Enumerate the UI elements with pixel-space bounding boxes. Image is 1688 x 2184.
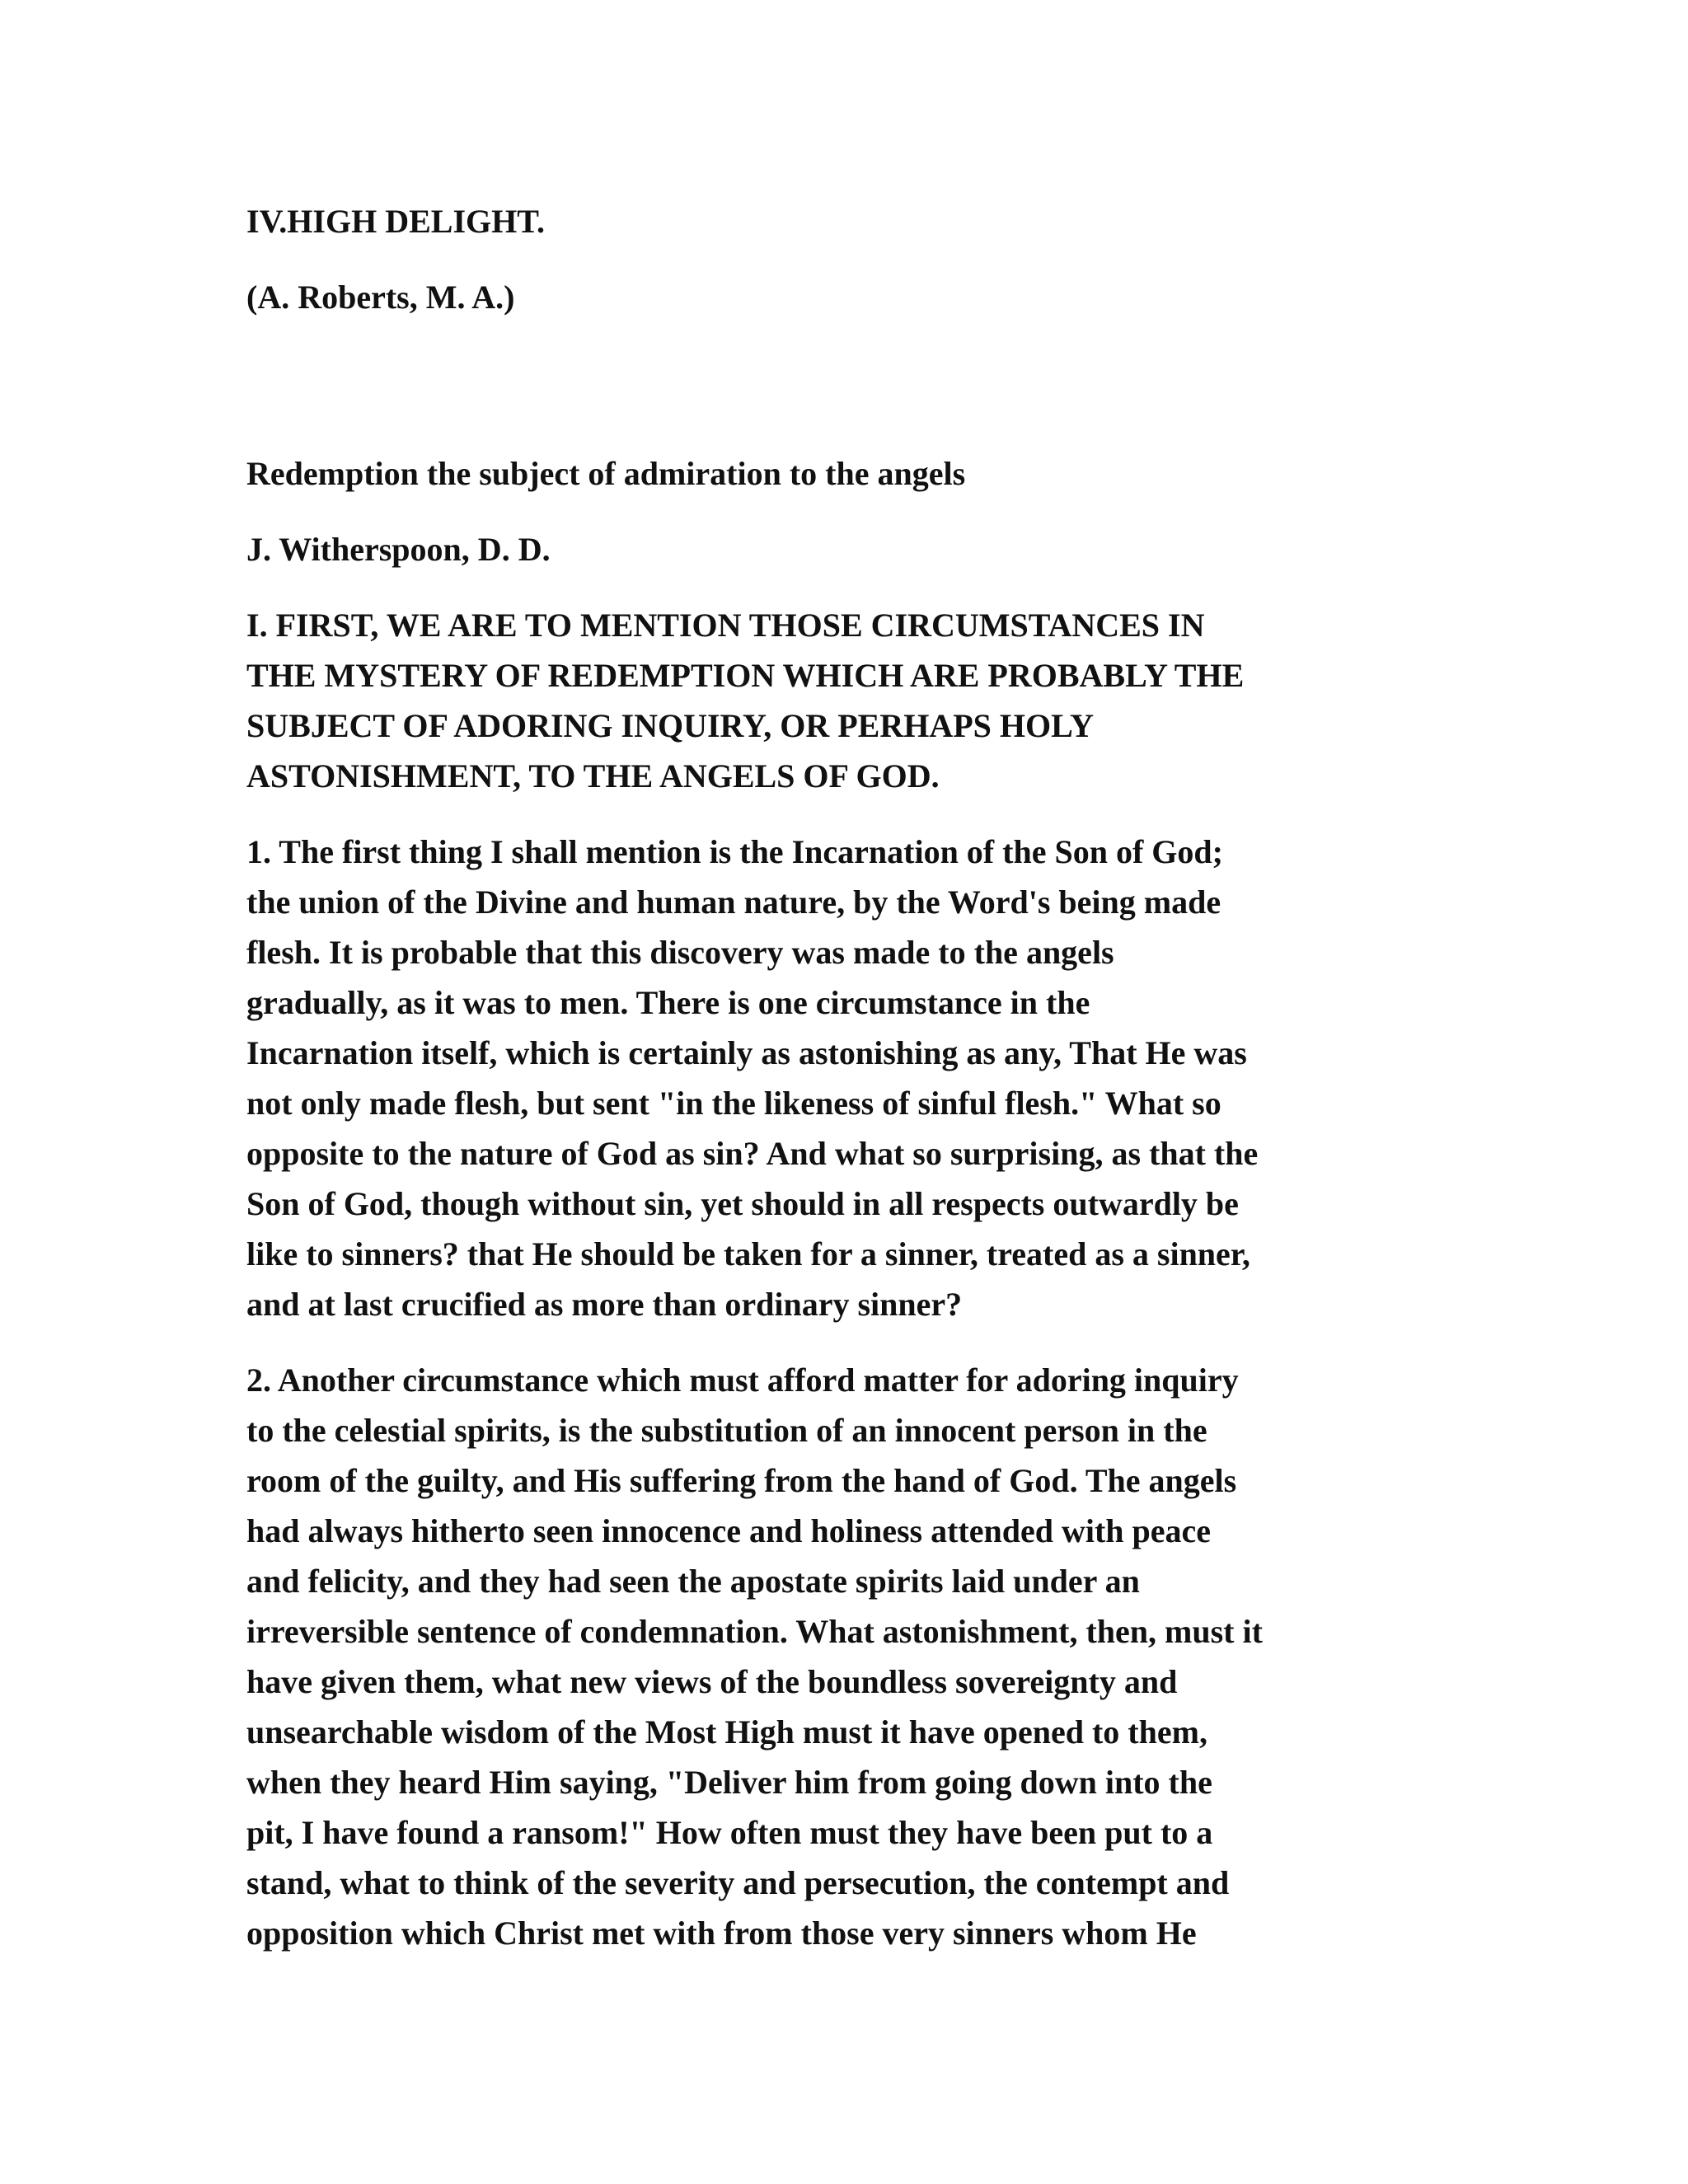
paragraph-line: 2. Another circumstance which must afford matter for adoring inquiry — [246, 1361, 1239, 1399]
paragraph-incarnation — [246, 827, 1442, 1329]
heading-redemption: Redemption the subject of admiration to the angels — [246, 455, 966, 492]
paragraph-line: to the celestial spirits, is the substitution of an innocent person in the — [246, 1412, 1207, 1449]
paragraph-substitution — [246, 1355, 1442, 1958]
paragraph-line: Incarnation itself, which is certainly as astonishing as any, That He was — [246, 1034, 1247, 1071]
author-witherspoon: J. Witherspoon, D. D. — [246, 531, 551, 568]
paragraph-line: not only made flesh, but sent "in the likeness of sinful flesh." What so — [246, 1085, 1221, 1122]
paragraph-line: flesh. It is probable that this discovery was made to the angels — [246, 934, 1114, 971]
paragraph-line: like to sinners? that He should be taken for a sinner, treated as a sinner, — [246, 1235, 1250, 1272]
paragraph-line: room of the guilty, and His suffering from the hand of God. The angels — [246, 1462, 1237, 1499]
paragraph-line: have given them, what new views of the boundless sovereignty and — [246, 1663, 1178, 1700]
paragraph-line: when they heard Him saying, "Deliver him from going down into the — [246, 1764, 1212, 1801]
paragraph-line: 1. The first thing I shall mention is the Incarnation of the Son of God; — [246, 833, 1223, 870]
paragraph-line: opposition which Christ met with from those very sinners whom He — [246, 1915, 1197, 1952]
paragraph-line: the union of the Divine and human nature, by the Word's being made — [246, 883, 1221, 921]
paragraph-line: pit, I have found a ransom!" How often must they have been put to a — [246, 1814, 1213, 1851]
author-roberts: (A. Roberts, M. A.) — [246, 279, 515, 316]
heading-high-delight: IV.HIGH DELIGHT. — [246, 203, 545, 240]
paragraph-line: Son of God, though without sin, yet should in all respects outwardly be — [246, 1185, 1239, 1222]
paragraph-line: opposite to the nature of God as sin? And what so surprising, as that the — [246, 1135, 1259, 1172]
section-heading-line: I. FIRST, WE ARE TO MENTION THOSE CIRCUMSTANCES IN — [246, 607, 1205, 644]
paragraph-line: stand, what to think of the severity and persecution, the contempt and — [246, 1864, 1230, 1901]
paragraph-line: and felicity, and they had seen the apostate spirits laid under an — [246, 1563, 1140, 1600]
paragraph-line: had always hitherto seen innocence and holiness attended with peace — [246, 1512, 1212, 1549]
section-heading — [246, 600, 1442, 801]
section-heading-line: ASTONISHMENT, TO THE ANGELS OF GOD. — [246, 757, 940, 794]
paragraph-line: and at last crucified as more than ordinary sinner? — [246, 1286, 963, 1323]
paragraph-line: gradually, as it was to men. There is one circumstance in the — [246, 984, 1090, 1021]
paragraph-line: irreversible sentence of condemnation. What astonishment, then, must it — [246, 1613, 1263, 1650]
section-heading-line: SUBJECT OF ADORING INQUIRY, OR PERHAPS HOLY — [246, 707, 1095, 744]
section-heading-line: THE MYSTERY OF REDEMPTION WHICH ARE PROBABLY THE — [246, 657, 1245, 694]
paragraph-line: unsearchable wisdom of the Most High must it have opened to them, — [246, 1713, 1207, 1750]
document-body — [246, 196, 1442, 1958]
